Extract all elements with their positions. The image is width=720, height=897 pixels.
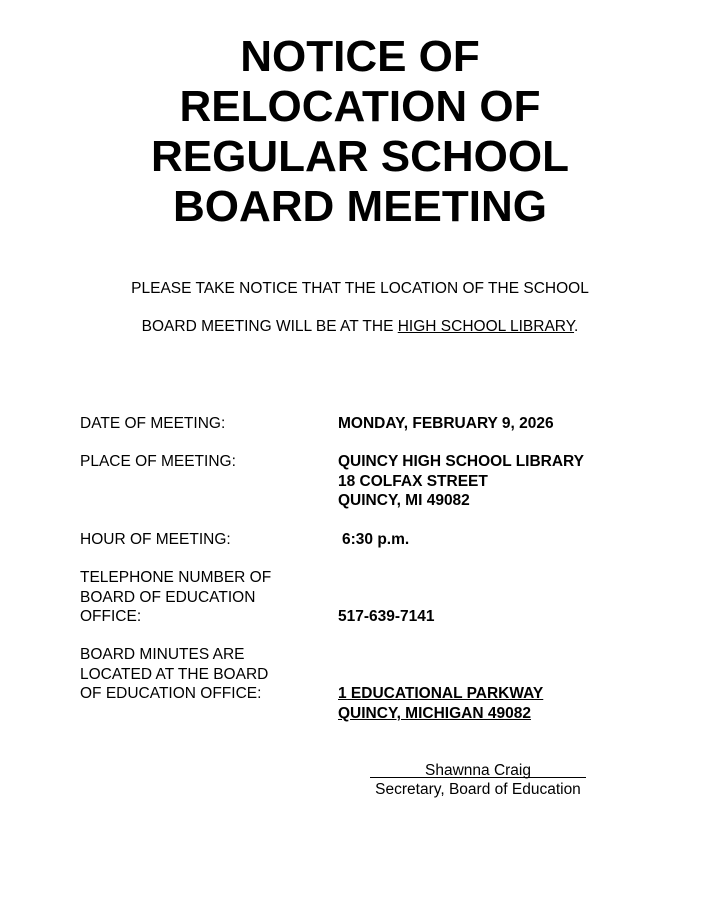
place-line: QUINCY HIGH SCHOOL LIBRARY — [338, 453, 585, 470]
minutes-label-line: LOCATED AT THE BOARD — [80, 665, 269, 683]
hour-value: 6:30 p.m. — [342, 531, 410, 548]
minutes-label-line: OF EDUCATION OFFICE: — [80, 685, 262, 702]
title-line: RELOCATION OF — [179, 82, 541, 131]
hour-label: HOUR OF MEETING: — [80, 531, 231, 548]
place-line: 18 COLFAX STREET — [338, 472, 488, 490]
place-line: QUINCY, MI 49082 — [338, 492, 470, 509]
phone-label-line: OFFICE: — [80, 608, 142, 625]
date-label: DATE OF MEETING: — [80, 415, 226, 432]
phone-value: 517-639-7141 — [338, 608, 435, 625]
meeting-location: HIGH SCHOOL LIBRARY — [397, 318, 575, 335]
minutes-label — [80, 645, 268, 704]
place-label: PLACE OF MEETING: — [80, 453, 236, 470]
minutes-address-line: 1 EDUCATIONAL PARKWAY — [338, 685, 544, 702]
minutes-address-line: QUINCY, MICHIGAN 49082 — [338, 704, 531, 722]
place-value — [338, 452, 584, 511]
date-value: MONDAY, FEBRUARY 9, 2026 — [338, 415, 554, 432]
minutes-location — [338, 684, 543, 723]
title-line: REGULAR SCHOOL — [151, 132, 569, 181]
phone-label-line: BOARD OF EDUCATION — [80, 588, 256, 606]
minutes-label-line: BOARD MINUTES ARE — [80, 646, 245, 663]
phone-label — [80, 568, 271, 627]
title-line: BOARD MEETING — [173, 182, 547, 231]
signature-line — [370, 777, 586, 778]
signature-title: Secretary, Board of Education — [375, 781, 581, 798]
notice-line-1: PLEASE TAKE NOTICE THAT THE LOCATION OF THE SCHOOL — [131, 280, 589, 297]
notice-punctuation: . — [574, 318, 579, 335]
notice-text: BOARD MEETING WILL BE AT THE — [141, 318, 398, 335]
signature-name: Shawnna Craig — [425, 762, 531, 779]
title-line: NOTICE OF — [240, 32, 480, 81]
notice-line-2 — [0, 318, 720, 336]
document-title — [0, 32, 720, 232]
phone-label-line: TELEPHONE NUMBER OF — [80, 569, 272, 586]
